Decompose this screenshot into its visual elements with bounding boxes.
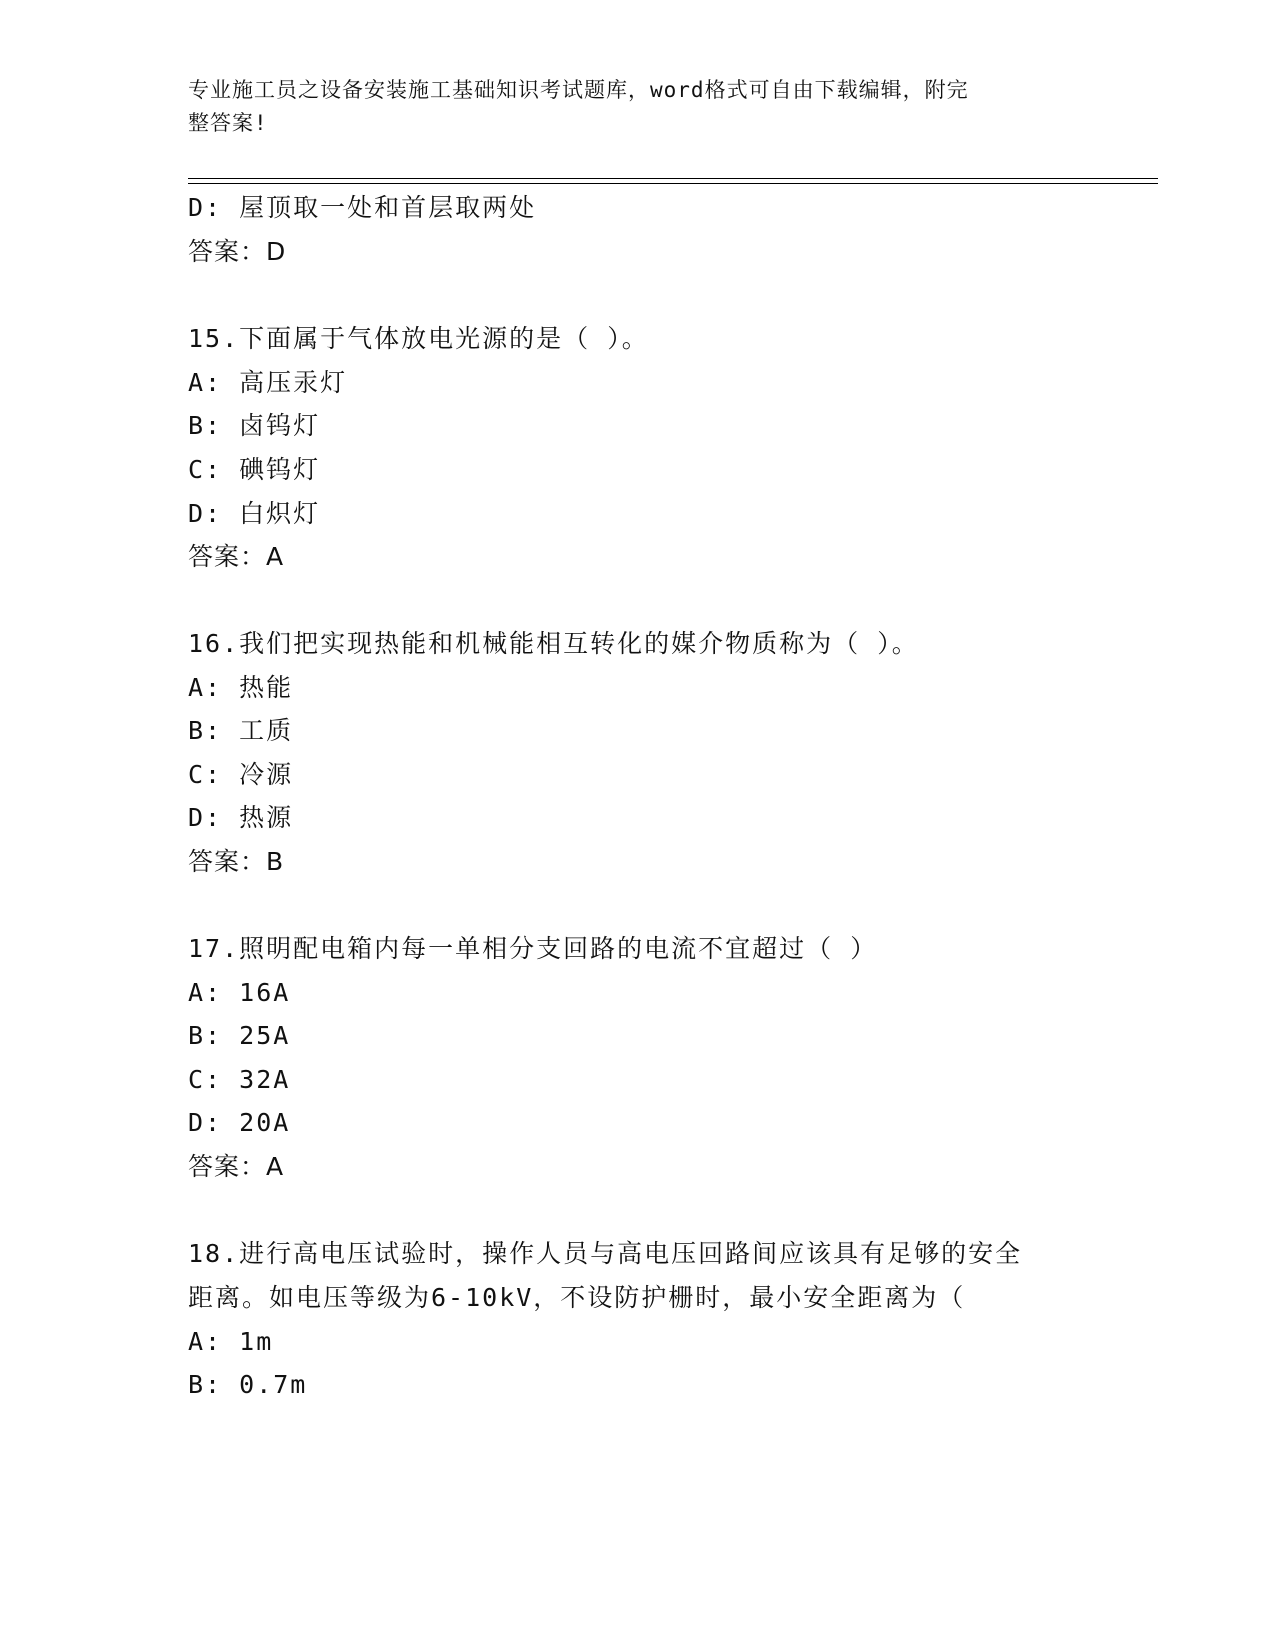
question-16-option-b: B: 工质 (188, 716, 294, 745)
question-17-option-a: A: 16A (188, 978, 291, 1007)
question-15-option-d: D: 白炽灯 (188, 499, 321, 528)
question-18-stem-line-1: 18.进行高电压试验时，操作人员与高电压回路间应该具有足够的安全 (188, 1239, 1023, 1268)
question-16-answer: 答案：B (188, 847, 285, 876)
question-18-option-b: B: 0.7m (188, 1370, 308, 1399)
question-15-option-c: C: 碘钨灯 (188, 455, 321, 484)
header-line-1: 专业施工员之设备安装施工基础知识考试题库，word格式可自由下载编辑，附完 (188, 78, 969, 102)
question-16-option-d: D: 热源 (188, 803, 294, 832)
document-header (188, 74, 1088, 140)
question-15-answer: 答案：A (188, 542, 285, 571)
question-15-option-b: B: 卤钨灯 (188, 411, 321, 440)
header-line-2: 整答案! (188, 111, 268, 135)
question-17-stem: 17.照明配电箱内每一单相分支回路的电流不宜超过（ ） (188, 934, 878, 963)
question-17-option-d: D: 20A (188, 1108, 291, 1137)
question-17-option-b: B: 25A (188, 1021, 291, 1050)
header-divider-top (188, 178, 1158, 179)
header-divider-bottom (188, 183, 1158, 184)
question-18-option-a: A: 1m (188, 1327, 274, 1356)
question-15-stem: 15.下面属于气体放电光源的是（ ）。 (188, 324, 649, 353)
carryover-answer: 答案：D (188, 237, 287, 266)
question-16-option-a: A: 热能 (188, 673, 294, 702)
carryover-option-d: D: 屋顶取一处和首层取两处 (188, 193, 537, 222)
question-17-answer: 答案：A (188, 1152, 285, 1181)
question-16-stem: 16.我们把实现热能和机械能相互转化的媒介物质称为（ ）。 (188, 629, 919, 658)
question-16-option-c: C: 冷源 (188, 760, 294, 789)
question-15-option-a: A: 高压汞灯 (188, 368, 348, 397)
question-17-option-c: C: 32A (188, 1065, 291, 1094)
question-18-stem-line-2: 距离。如电压等级为6-10kV，不设防护栅时，最小安全距离为（ (188, 1283, 966, 1312)
